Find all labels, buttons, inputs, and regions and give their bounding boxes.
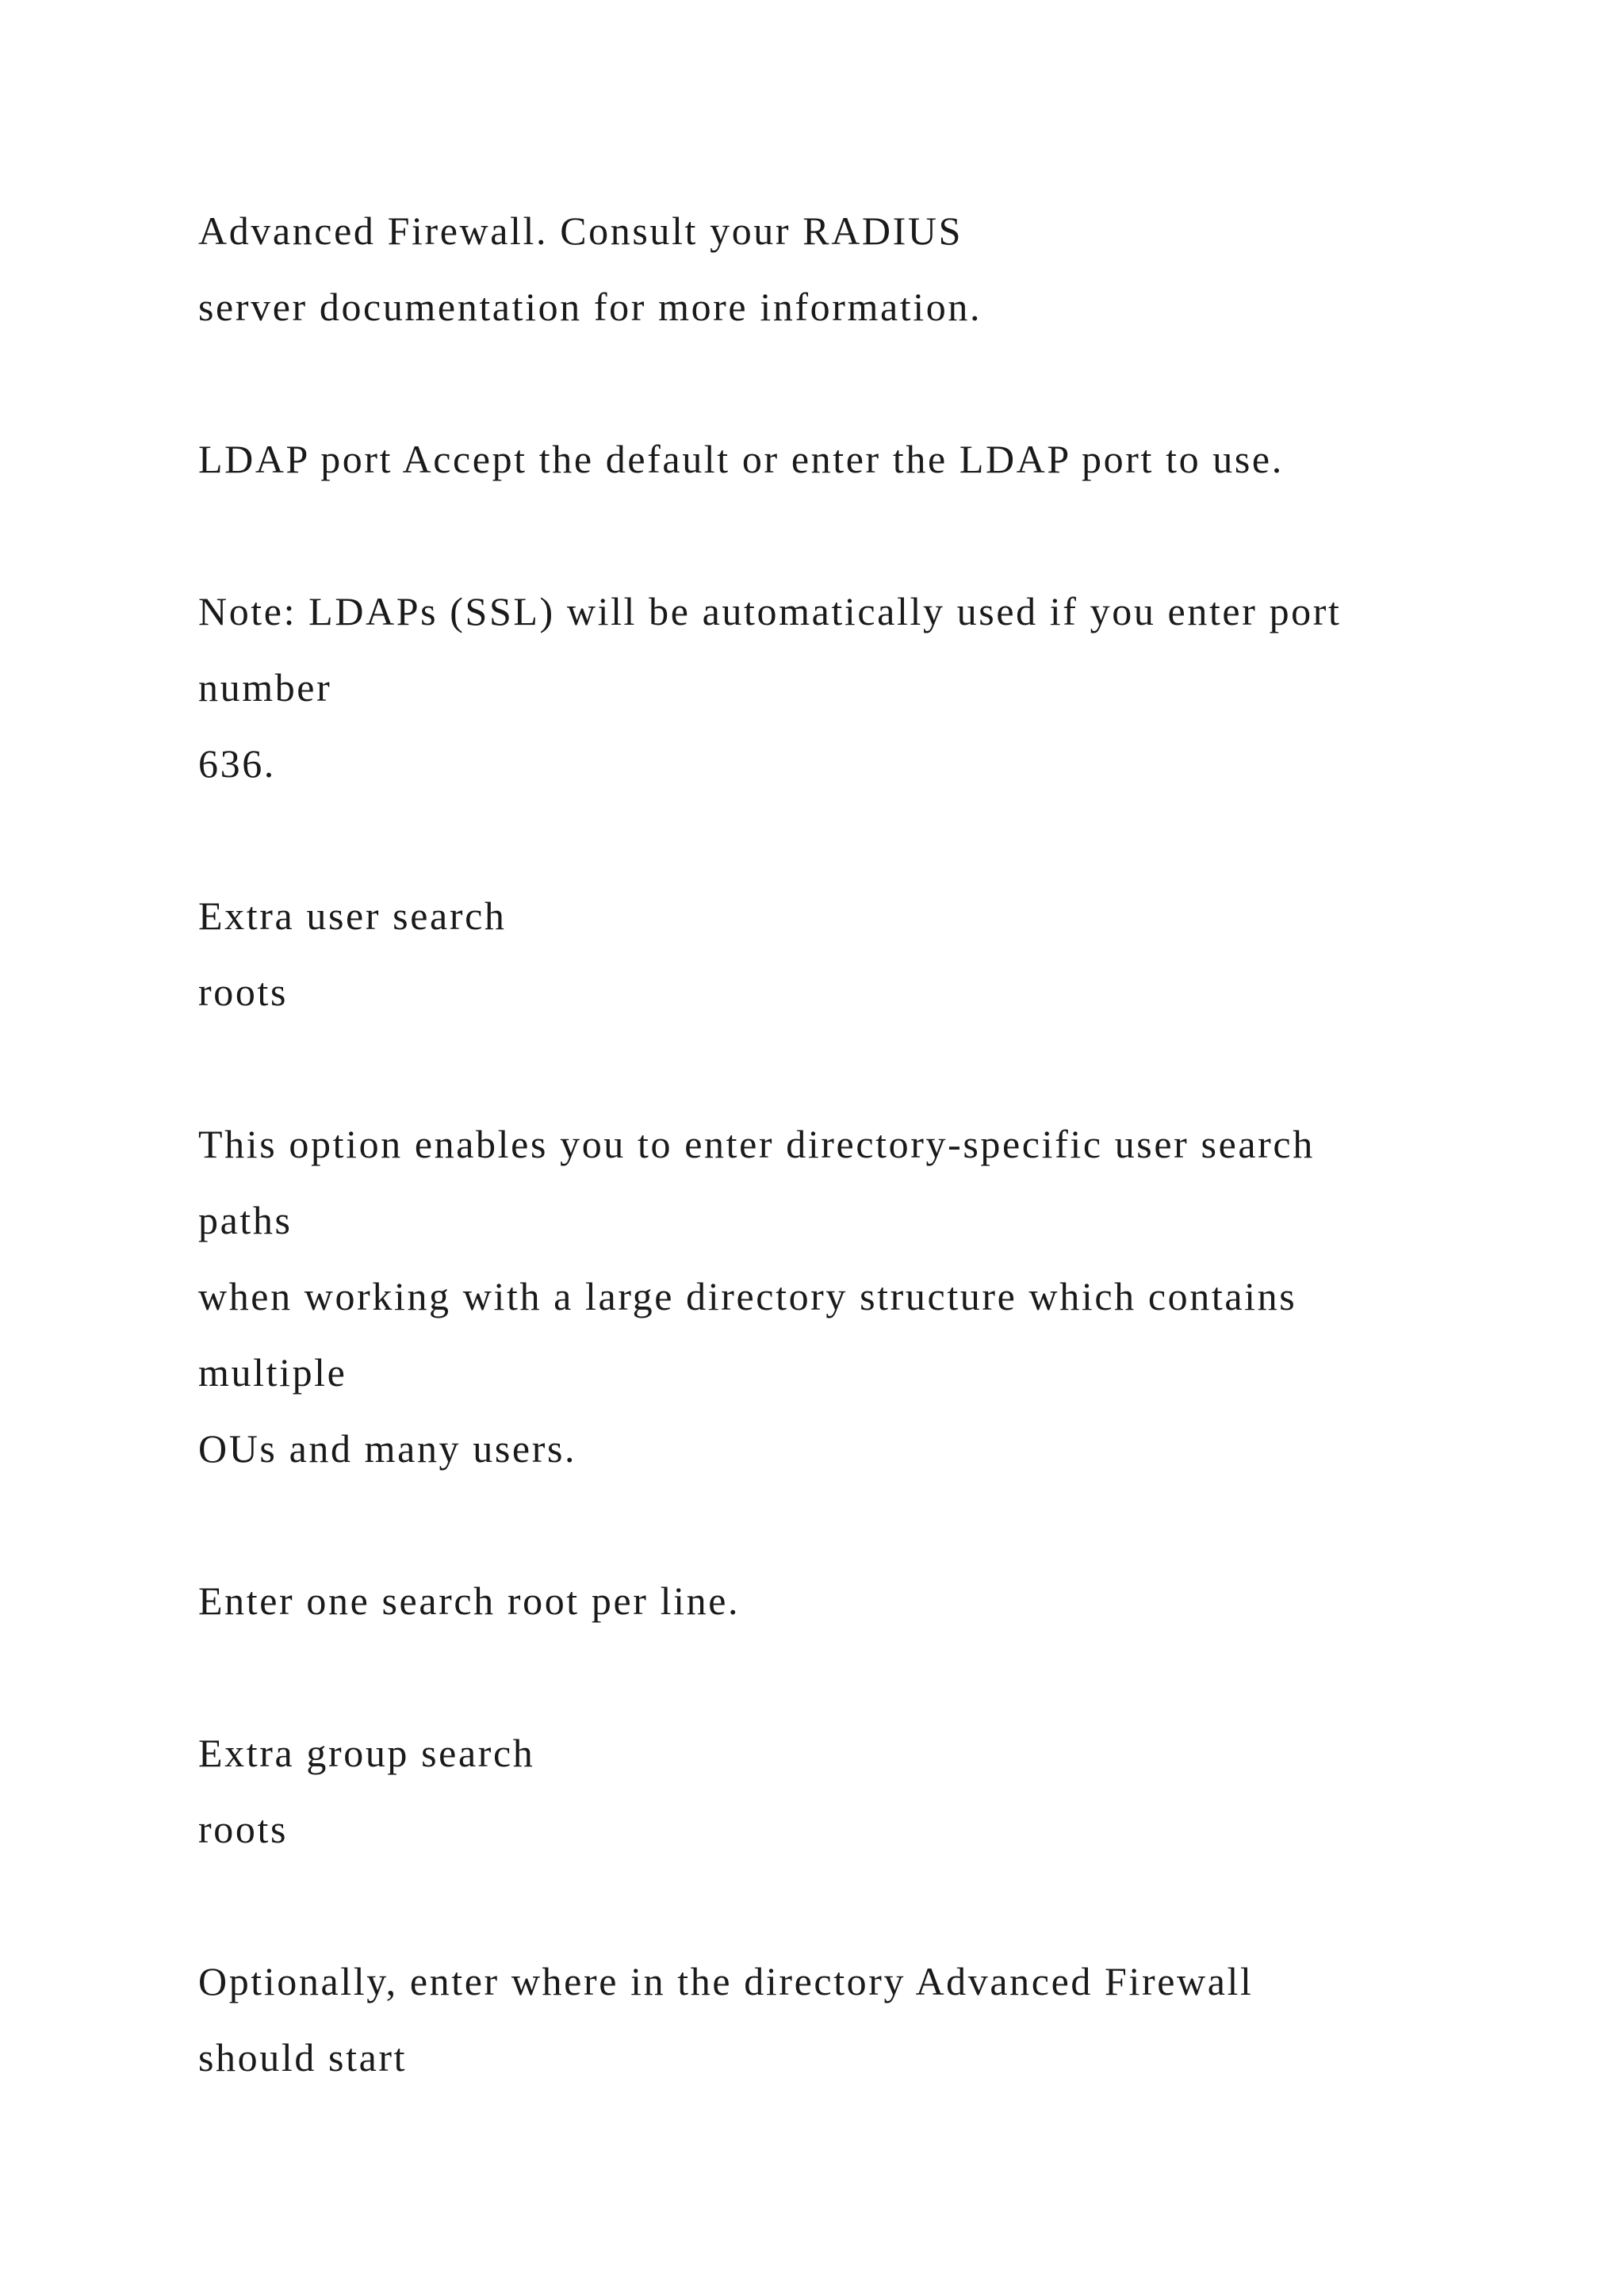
blank-line [198, 1487, 1546, 1563]
text-line: roots [198, 970, 288, 1014]
text-line: Optionally, enter where in the directory Advanced Firewall [198, 1959, 1254, 2003]
text-line: Note: LDAPs (SSL) will be automatically used if you enter port [198, 589, 1342, 633]
text-line: Enter one search root per line. [198, 1578, 741, 1623]
blank-line [198, 1867, 1546, 1943]
text-line: OUs and many users. [198, 1426, 577, 1471]
text-line: number [198, 665, 332, 710]
blank-line [198, 802, 1546, 878]
text-line: LDAP port Accept the default or enter the LDAP port to use. [198, 437, 1284, 481]
text-line: when working with a large directory structure which contains [198, 1274, 1297, 1318]
blank-line [198, 1030, 1546, 1106]
text-line: should start [198, 2035, 408, 2080]
text-line: server documentation for more information. [198, 285, 982, 329]
text-line: This option enables you to enter directory-specific user search [198, 1122, 1315, 1166]
text-line: 636. [198, 741, 276, 786]
blank-line [198, 1639, 1546, 1715]
text-line: Extra group search [198, 1731, 535, 1775]
text-line: Extra user search [198, 894, 507, 938]
text-line: Advanced Firewall. Consult your RADIUS [198, 209, 963, 253]
blank-line [198, 497, 1546, 573]
blank-line [198, 345, 1546, 421]
document-body [198, 193, 1546, 2095]
text-line: multiple [198, 1350, 347, 1395]
text-line: paths [198, 1198, 293, 1242]
text-line: roots [198, 1807, 288, 1851]
